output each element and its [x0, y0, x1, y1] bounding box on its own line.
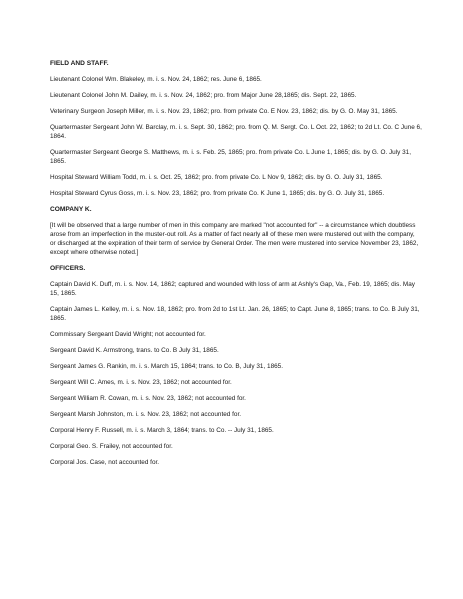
section-company-k [50, 205, 422, 257]
roster-entry: Hospital Steward William Todd, m. i. s. Oct. 25, 1862; pro. from private Co. L Nov 9, 1862; dis. by G. O. July 31, 1865. [50, 174, 383, 181]
roster-entry: Captain David K. Duff, m. i. s. Nov. 14, 1862; captured and wounded with loss of arm at Ashly's Gap, Va., Feb. 19, 1865; dis. May 15, 1865. [50, 281, 415, 297]
roster-entry: Corporal Henry F. Russell, m. i. s. March 3, 1864; trans. to Co. -- July 31, 1865. [50, 427, 274, 434]
roster-entry: Sergeant Marsh Johnston, m. i. s. Nov. 23, 1862; not accounted for. [50, 411, 241, 418]
section-heading: COMPANY K. [50, 206, 92, 213]
roster-entry: Commissary Sergeant David Wright; not accounted for. [50, 331, 206, 338]
roster-entry: Sergeant William R. Cowan, m. i. s. Nov. 23, 1862; not accounted for. [50, 395, 246, 402]
roster-entry: Sergeant James G. Rankin, m. i. s. March 15, 1864; trans. to Co. B, July 31, 1865. [50, 363, 284, 370]
company-note: [It will be observed that a large number of men in this company are marked "not accounted for" -- a circumstance which doubtless arose from an imperfection in the muster-out roll. As a matter of fact nearly all of these men were mustered out with the company, or discharged at the expiration of their term of service by General Order. The men were mustered into service November 23, 1862, except where otherwise noted.] [50, 222, 419, 256]
roster-entry: Sergeant Will C. Ames, m. i. s. Nov. 23, 1862; not accounted for. [50, 379, 232, 386]
roster-entry: Corporal Geo. S. Frailey, not accounted for. [50, 443, 173, 450]
roster-entry: Quartermaster Sergeant George S. Matthews, m. i. s. Feb. 25, 1865; pro. from private Co. L June 1, 1865; dis. by G. O. July 31, 1865. [50, 149, 412, 165]
section-heading: OFFICERS. [50, 265, 86, 272]
roster-entry: Captain James L. Kelley, m. i. s. Nov. 18, 1862; pro. from 2d to 1st Lt. Jan. 26, 1865; to Capt. June 8, 1865; trans. to Co. B July 31, 1865. [50, 306, 420, 322]
section-heading: FIELD AND STAFF. [50, 60, 109, 67]
roster-entry: Lieutenant Colonel Wm. Blakeley, m. i. s. Nov. 24, 1862; res. June 6, 1865. [50, 76, 262, 83]
roster-entry: Quartermaster Sergeant John W. Barclay, m. i. s. Sept. 30, 1862; pro. from Q. M. Sergt. Co. L Oct. 22, 1862; to 2d Lt. Co. C June 6, 1864. [50, 124, 422, 140]
roster-entry: Veterinary Surgeon Joseph Miller, m. i. s. Nov. 23, 1862; pro. from private Co. E Nov. 23, 1862; dis. by G. O. May 31, 1865. [50, 108, 398, 115]
roster-entry: Corporal Jos. Case, not accounted for. [50, 459, 160, 466]
document-page [50, 59, 422, 474]
section-officers [50, 264, 422, 467]
roster-entry: Hospital Steward Cyrus Goss, m. i. s. Nov. 23, 1862; pro. from private Co. K June 1, 1865; dis. by G. O. July 31, 1865. [50, 190, 385, 197]
roster-entry: Lieutenant Colonel John M. Dailey, m. i. s. Nov. 24, 1862; pro. from Major June 28,1865; dis. Sept. 22, 1865. [50, 92, 357, 99]
section-field-and-staff [50, 59, 422, 198]
roster-entry: Sergeant David K. Armstrong, trans. to Co. B July 31, 1865. [50, 347, 219, 354]
